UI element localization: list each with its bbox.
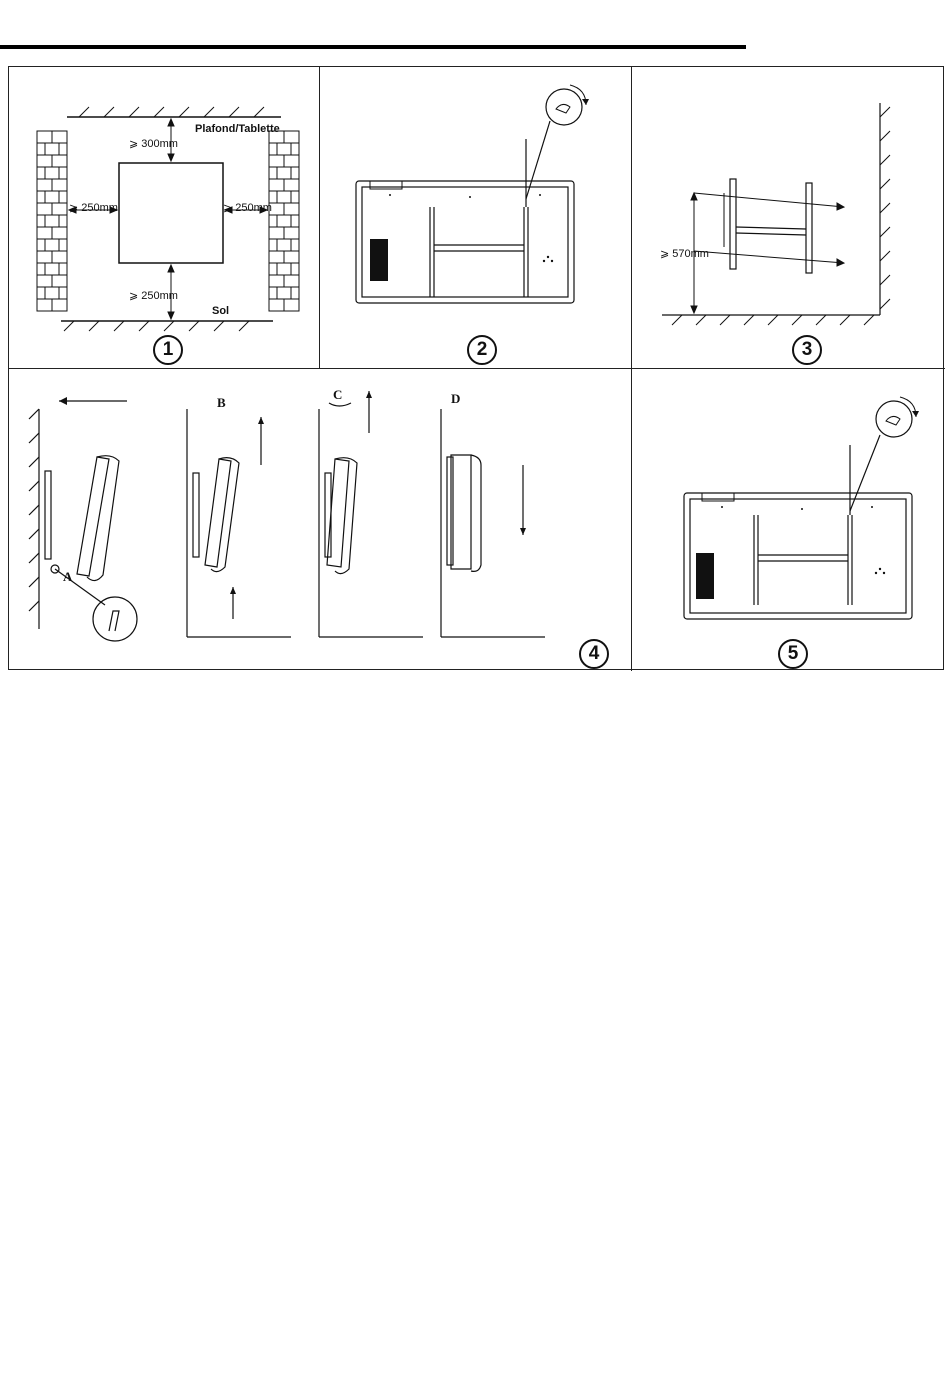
- panel-5-lock-bracket: [632, 369, 945, 671]
- ceiling-label: Plafond/Tablette: [195, 123, 280, 135]
- step-number-5: 5: [778, 639, 808, 669]
- left-brick-wall: [37, 131, 67, 311]
- detail-circle: [546, 89, 582, 125]
- step-a-label: A: [63, 569, 73, 584]
- panel-3-fix-bracket: [632, 67, 945, 369]
- detail-circle: [876, 401, 912, 437]
- step-a-drawing: [29, 401, 137, 641]
- header-rule: [0, 45, 746, 49]
- panel-1-clearances: [9, 67, 320, 369]
- right-clearance-label: ⩾ 250mm: [223, 202, 272, 214]
- height-label: ⩾ 570mm: [660, 248, 709, 260]
- heater-back-locked-drawing: [632, 369, 945, 671]
- step-number-4: 4: [579, 639, 609, 669]
- step-d-drawing: [441, 409, 545, 637]
- step-number-3: 3: [792, 335, 822, 365]
- floor-label: Sol: [212, 305, 230, 317]
- step-c-label: C: [333, 387, 343, 402]
- heater-outline: [119, 163, 223, 263]
- right-brick-wall: [269, 131, 299, 311]
- step-d-label: D: [451, 391, 461, 406]
- panel-4-hang-heater: [9, 369, 632, 671]
- wall-bracket-drawing: [632, 67, 945, 369]
- step-b-drawing: [187, 409, 291, 637]
- step-c-drawing: [319, 391, 423, 637]
- step-number-2: 2: [467, 335, 497, 365]
- heater-back-drawing: [320, 67, 632, 369]
- top-clearance-label: ⩾ 300mm: [129, 138, 178, 150]
- step-b-label: B: [217, 395, 226, 410]
- clearance-drawing: [9, 67, 320, 369]
- step-number-1: 1: [153, 335, 183, 365]
- left-clearance-label: ⩾ 250mm: [69, 202, 118, 214]
- installation-diagram-grid: [8, 66, 944, 670]
- bottom-clearance-label: ⩾ 250mm: [129, 290, 178, 302]
- panel-2-remove-bracket: [320, 67, 632, 369]
- hanging-sequence-drawing: [9, 369, 632, 671]
